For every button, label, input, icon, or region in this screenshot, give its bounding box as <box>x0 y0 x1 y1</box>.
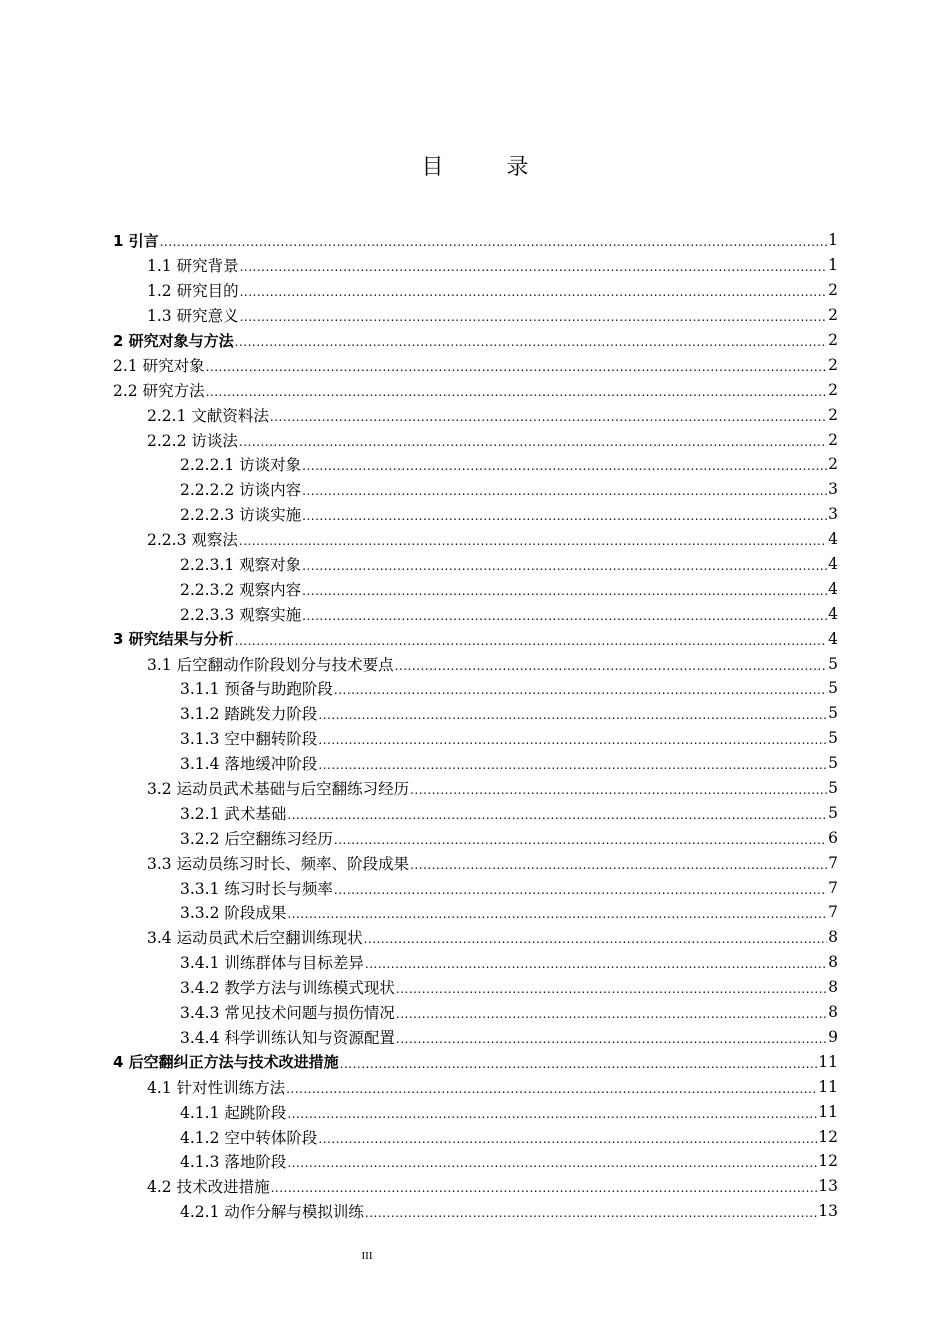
toc-entry[interactable] <box>113 352 838 377</box>
toc-dot-leader <box>318 1132 817 1146</box>
toc-dot-leader <box>160 235 827 249</box>
toc-entry-page: 1 <box>828 231 838 250</box>
toc-dot-leader <box>395 659 828 673</box>
toc-entry[interactable] <box>113 377 838 402</box>
toc-dot-leader <box>302 559 827 573</box>
toc-entry-title: 1.2 研究目的 <box>147 282 239 301</box>
toc-entry[interactable] <box>113 1000 838 1025</box>
toc-entry-page: 5 <box>828 654 838 673</box>
toc-dot-leader <box>287 808 827 822</box>
toc-entry[interactable] <box>113 328 838 353</box>
toc-entry-page: 11 <box>818 1052 838 1071</box>
toc-entry-title: 3.3.1 练习时长与频率 <box>180 879 333 898</box>
toc-entry[interactable] <box>113 950 838 975</box>
toc-dot-leader <box>396 1007 827 1021</box>
toc-entry[interactable] <box>113 502 838 527</box>
toc-entry[interactable] <box>113 1099 838 1124</box>
toc-entry-title: 3.4 运动员武术后空翻训练现状 <box>147 929 363 948</box>
toc-entry[interactable] <box>113 676 838 701</box>
toc-entry[interactable] <box>113 925 838 950</box>
toc-entry-title: 4.2.1 动作分解与模拟训练 <box>180 1203 364 1222</box>
toc-dot-leader <box>287 1156 817 1170</box>
toc-entry[interactable] <box>113 850 838 875</box>
toc-dot-leader <box>365 1206 817 1220</box>
toc-dot-leader <box>396 1032 827 1046</box>
toc-dot-leader <box>206 385 828 399</box>
toc-dot-leader <box>239 435 827 449</box>
toc-entry-title: 3.1.4 落地缓冲阶段 <box>180 755 318 774</box>
toc-entry-page: 3 <box>828 505 838 524</box>
toc-entry[interactable] <box>113 726 838 751</box>
toc-entry[interactable] <box>113 452 838 477</box>
toc-entry[interactable] <box>113 800 838 825</box>
toc-entry[interactable] <box>113 477 838 502</box>
toc-entry-title: 2.1 研究对象 <box>113 356 205 375</box>
toc-dot-leader <box>410 783 827 797</box>
toc-entry-page: 5 <box>828 729 838 748</box>
toc-dot-leader <box>271 1181 818 1195</box>
toc-entry-title: 2.2.3.3 观察实施 <box>180 605 302 624</box>
toc-entry[interactable] <box>113 1124 838 1149</box>
toc-entry-title: 3.2.2 后空翻练习经历 <box>180 829 333 848</box>
toc-dot-leader <box>318 758 827 772</box>
toc-dot-leader <box>334 883 827 897</box>
toc-entry[interactable] <box>113 825 838 850</box>
toc-entry-title: 1.1 研究背景 <box>147 257 239 276</box>
toc-dot-leader <box>340 1057 818 1071</box>
toc-dot-leader <box>240 260 828 274</box>
toc-entry-page: 12 <box>818 1152 838 1171</box>
toc-dot-leader <box>239 534 827 548</box>
toc-entry-title: 2.2.2 访谈法 <box>147 431 238 450</box>
toc-entry-page: 8 <box>828 953 838 972</box>
toc-entry-title: 3.2 运动员武术基础与后空翻练习经历 <box>147 780 410 799</box>
toc-dot-leader <box>302 459 827 473</box>
toc-entry-page: 5 <box>828 803 838 822</box>
toc-entry-title: 4.1.1 起跳阶段 <box>180 1103 287 1122</box>
toc-entry-page: 2 <box>828 306 838 325</box>
toc-entry-page: 5 <box>828 679 838 698</box>
toc-entry-page: 5 <box>828 704 838 723</box>
toc-entry-page: 2 <box>828 455 838 474</box>
toc-entry-page: 7 <box>828 903 838 922</box>
toc-entry[interactable] <box>113 1149 838 1174</box>
toc-dot-leader <box>240 310 828 324</box>
toc-dot-leader <box>302 484 827 498</box>
toc-entry[interactable] <box>113 626 838 651</box>
toc-entry-title: 1.3 研究意义 <box>147 307 239 326</box>
toc-dot-leader <box>206 360 828 374</box>
toc-entry-title: 2 研究对象与方法 <box>113 331 234 350</box>
toc-entry-title: 4.1.2 空中转体阶段 <box>180 1128 318 1147</box>
toc-entry-page: 8 <box>828 1003 838 1022</box>
toc-dot-leader <box>318 708 827 722</box>
toc-dot-leader <box>364 932 828 946</box>
toc-entry-page: 13 <box>818 1202 838 1221</box>
toc-entry-title: 4 后空翻纠正方法与技术改进措施 <box>113 1053 339 1072</box>
page-number: III <box>361 1250 373 1262</box>
toc-dot-leader <box>334 833 827 847</box>
toc-entry-title: 3.4.1 训练群体与目标差异 <box>180 954 364 973</box>
toc-entry[interactable] <box>113 701 838 726</box>
toc-entry-title: 2.2.2.1 访谈对象 <box>180 456 302 475</box>
toc-entry-title: 3.3.2 阶段成果 <box>180 904 287 923</box>
toc-entry-title: 3.1.1 预备与助跑阶段 <box>180 680 333 699</box>
toc-entry-title: 4.1 针对性训练方法 <box>147 1078 286 1097</box>
toc-entry-title: 3.1.2 踏跳发力阶段 <box>180 705 318 724</box>
toc-entry-page: 2 <box>828 430 838 449</box>
toc-entry[interactable] <box>113 900 838 925</box>
toc-entry-title: 2.2.3 观察法 <box>147 531 238 550</box>
toc-entry-page: 3 <box>828 480 838 499</box>
toc-dot-leader <box>240 285 828 299</box>
toc-entry[interactable] <box>113 527 838 552</box>
toc-entry-page: 13 <box>818 1177 838 1196</box>
toc-entry[interactable] <box>113 1199 838 1224</box>
toc-entry-title: 3.4.4 科学训练认知与资源配置 <box>180 1028 395 1047</box>
toc-entry-title: 1 引言 <box>113 231 159 250</box>
toc-dot-leader <box>410 858 827 872</box>
toc-entry-title: 2.2.1 文献资料法 <box>147 406 269 425</box>
toc-entry-page: 4 <box>828 555 838 574</box>
toc-dot-leader <box>270 410 827 424</box>
toc-entry[interactable] <box>113 402 838 427</box>
toc-entry[interactable] <box>113 1049 838 1074</box>
toc-entry-title: 2.2.3.2 观察内容 <box>180 580 302 599</box>
toc-entry-page: 8 <box>828 928 838 947</box>
toc-entry-page: 2 <box>828 281 838 300</box>
toc-entry[interactable] <box>113 576 838 601</box>
toc-entry-page: 2 <box>828 331 838 349</box>
toc-entry-page: 4 <box>828 629 838 648</box>
toc-dot-leader <box>235 634 827 648</box>
toc-entry[interactable] <box>113 651 838 676</box>
toc-entry-title: 3 研究结果与分析 <box>113 630 234 649</box>
toc-entry[interactable] <box>113 228 838 253</box>
toc-dot-leader <box>286 1082 817 1096</box>
toc-entry-page: 7 <box>828 853 838 872</box>
toc-entry[interactable] <box>113 975 838 1000</box>
toc-entry[interactable] <box>113 427 838 452</box>
toc-entry[interactable] <box>113 751 838 776</box>
toc-entry-title: 2.2 研究方法 <box>113 381 205 400</box>
toc-dot-leader <box>302 584 827 598</box>
toc-entry[interactable] <box>113 552 838 577</box>
toc-entry[interactable] <box>113 1174 838 1199</box>
toc-entry-page: 8 <box>828 978 838 997</box>
toc-entry[interactable] <box>113 776 838 801</box>
toc-entry[interactable] <box>113 303 838 328</box>
toc-entry-page: 2 <box>828 405 838 424</box>
toc-entry-page: 1 <box>828 256 838 275</box>
toc-entry-page: 9 <box>828 1027 838 1046</box>
toc-entry[interactable] <box>113 278 838 303</box>
toc-entry-page: 4 <box>828 604 838 623</box>
toc-entry-title: 3.3 运动员练习时长、频率、阶段成果 <box>147 854 410 873</box>
toc-entry-title: 3.4.2 教学方法与训练模式现状 <box>180 979 395 998</box>
toc-dot-leader <box>287 1107 817 1121</box>
toc-entry[interactable] <box>113 601 838 626</box>
toc-entry-title: 2.2.2.2 访谈内容 <box>180 481 302 500</box>
toc-entry[interactable] <box>113 1025 838 1050</box>
toc-entry-title: 2.2.3.1 观察对象 <box>180 556 302 575</box>
toc-entry[interactable] <box>113 1074 838 1099</box>
toc-entry-title: 3.2.1 武术基础 <box>180 804 287 823</box>
toc-entry-title: 2.2.2.3 访谈实施 <box>180 506 302 525</box>
toc-entry-title: 3.4.3 常见技术问题与损伤情况 <box>180 1004 395 1023</box>
toc-entry-page: 12 <box>818 1127 838 1146</box>
toc-entry-page: 11 <box>818 1102 838 1121</box>
page-title: 目 录 <box>421 155 557 180</box>
toc-entry-page: 11 <box>818 1077 838 1096</box>
toc-dot-leader <box>334 683 827 697</box>
toc-entry-page: 4 <box>828 530 838 549</box>
toc-entry-page: 7 <box>828 878 838 897</box>
toc-entry-title: 3.1 后空翻动作阶段划分与技术要点 <box>147 655 394 674</box>
toc-entry-page: 5 <box>828 779 838 798</box>
toc-dot-leader <box>302 609 827 623</box>
toc-dot-leader <box>302 509 827 523</box>
toc-entry[interactable] <box>113 253 838 278</box>
toc-entry-page: 6 <box>828 828 838 847</box>
toc-dot-leader <box>396 982 827 996</box>
toc-entry-page: 2 <box>828 355 838 374</box>
toc-entry-title: 4.2 技术改进措施 <box>147 1178 270 1197</box>
toc-entry-page: 5 <box>828 754 838 773</box>
toc-dot-leader <box>365 957 827 971</box>
toc-entry[interactable] <box>113 875 838 900</box>
toc-entry-page: 4 <box>828 579 838 598</box>
toc-entry-title: 4.1.3 落地阶段 <box>180 1153 287 1172</box>
toc-dot-leader <box>235 335 827 349</box>
toc-entry-page: 2 <box>828 380 838 399</box>
toc-dot-leader <box>287 907 827 921</box>
toc-dot-leader <box>318 733 827 747</box>
table-of-contents <box>113 228 838 1224</box>
toc-entry-title: 3.1.3 空中翻转阶段 <box>180 730 318 749</box>
